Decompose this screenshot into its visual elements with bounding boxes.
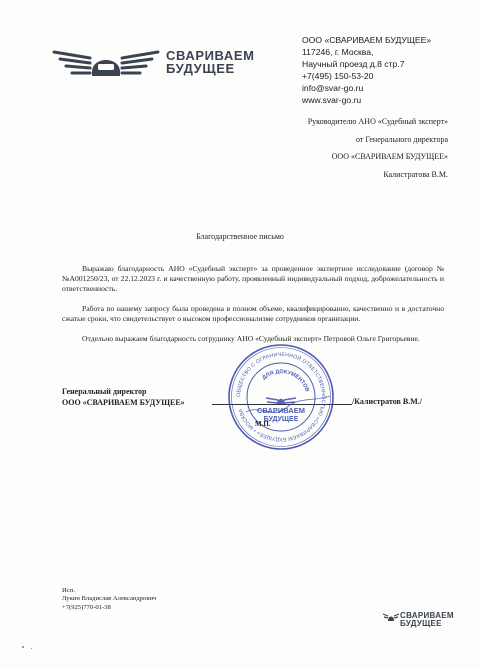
footer-logo [382, 610, 480, 634]
signer-name: /Калистратов В.М./ [352, 397, 422, 406]
svg-text:ДЛЯ ДОКУМЕНТОВ [261, 369, 310, 393]
executor-name: Лукин Владислав Александрович [62, 595, 157, 603]
signer-company: ООО «СВАРИВАЕМ БУДУЩЕЕ» [62, 398, 185, 407]
addressee-line: ООО «СВАРИВАЕМ БУДУЩЕЕ» [331, 152, 448, 161]
letter-body [62, 264, 444, 354]
winged-helmet-icon [50, 44, 162, 84]
address-line: 117246, г. Москва, [302, 47, 374, 57]
signer-block [62, 386, 185, 408]
stamp-brand-line1: СВАРИВАЕМ [257, 406, 305, 415]
stamp-brand-line2: БУДУЩЕЕ [263, 416, 299, 423]
addressee-line: Руководителю АНО «Судебный эксперт» [307, 117, 448, 126]
company-contacts [302, 34, 431, 106]
signer-position: Генеральный директор [62, 387, 147, 396]
email-link[interactable]: info@svar-go.ru [302, 83, 364, 93]
stamp-center-top: ДЛЯ ДОКУМЕНТОВ [261, 369, 310, 393]
company-stamp [226, 342, 336, 452]
executor-phone: +7(925)770-01-38 [62, 603, 111, 611]
footer-brand-name: СВАРИВАЕМ БУДУЩЕЕ [400, 611, 454, 628]
address-line: Научный проезд д.8 стр.7 [302, 59, 405, 69]
paragraph: Работа по нашему запросу была проведена в полном объеме, квалифицированно, качественно и в достаточно сжатые сроки, что свидетельствует о высоком профессионализме сотрудников организации. [62, 304, 444, 323]
stamp-ring-text: ОБЩЕСТВО С ОГРАНИЧЕННОЙ ОТВЕТСТВЕННОСТЬЮ «СВАРИВАЕМ БУДУЩЕЕ» • МОСКВА [235, 351, 327, 443]
addressee-line: Калистратова В.М. [383, 169, 448, 179]
document-title: Благодарственное письмо [196, 232, 284, 241]
winged-helmet-icon [382, 611, 400, 627]
scan-speck [22, 646, 24, 648]
brand-name: СВАРИВАЕМ БУДУЩЕЕ [166, 48, 255, 76]
addressee-block [308, 113, 448, 183]
scan-speck [31, 648, 32, 649]
paragraph: Выражаю благодарность АНО «Судебный эксперт» за проведенное экспертное исследование (договор № №А001250/23, от 22.12.2023 г. и качественную работу, проявленный индивидуальный подход, доброжелательность и ответственность. [62, 264, 444, 293]
paragraph: Отдельно выражаем благодарность сотруднику АНО «Судебный эксперт» Петровой Ольге Григорьевне. [82, 334, 420, 343]
company-logo [50, 44, 280, 84]
company-name: ООО «СВАРИВАЕМ БУДУЩЕЕ» [302, 35, 432, 45]
svg-text:ОБЩЕСТВО С ОГРАНИЧЕННОЙ ОТВЕТС [236, 352, 326, 442]
addressee-line: от Генерального директора [355, 134, 448, 144]
phone: +7(495) 150-53-20 [302, 71, 374, 81]
website-link[interactable]: www.svar-go.ru [302, 95, 362, 105]
executor-label: Исп. [62, 587, 75, 594]
executor-block [62, 587, 156, 612]
stamp-place-label: М.П. [255, 420, 271, 428]
